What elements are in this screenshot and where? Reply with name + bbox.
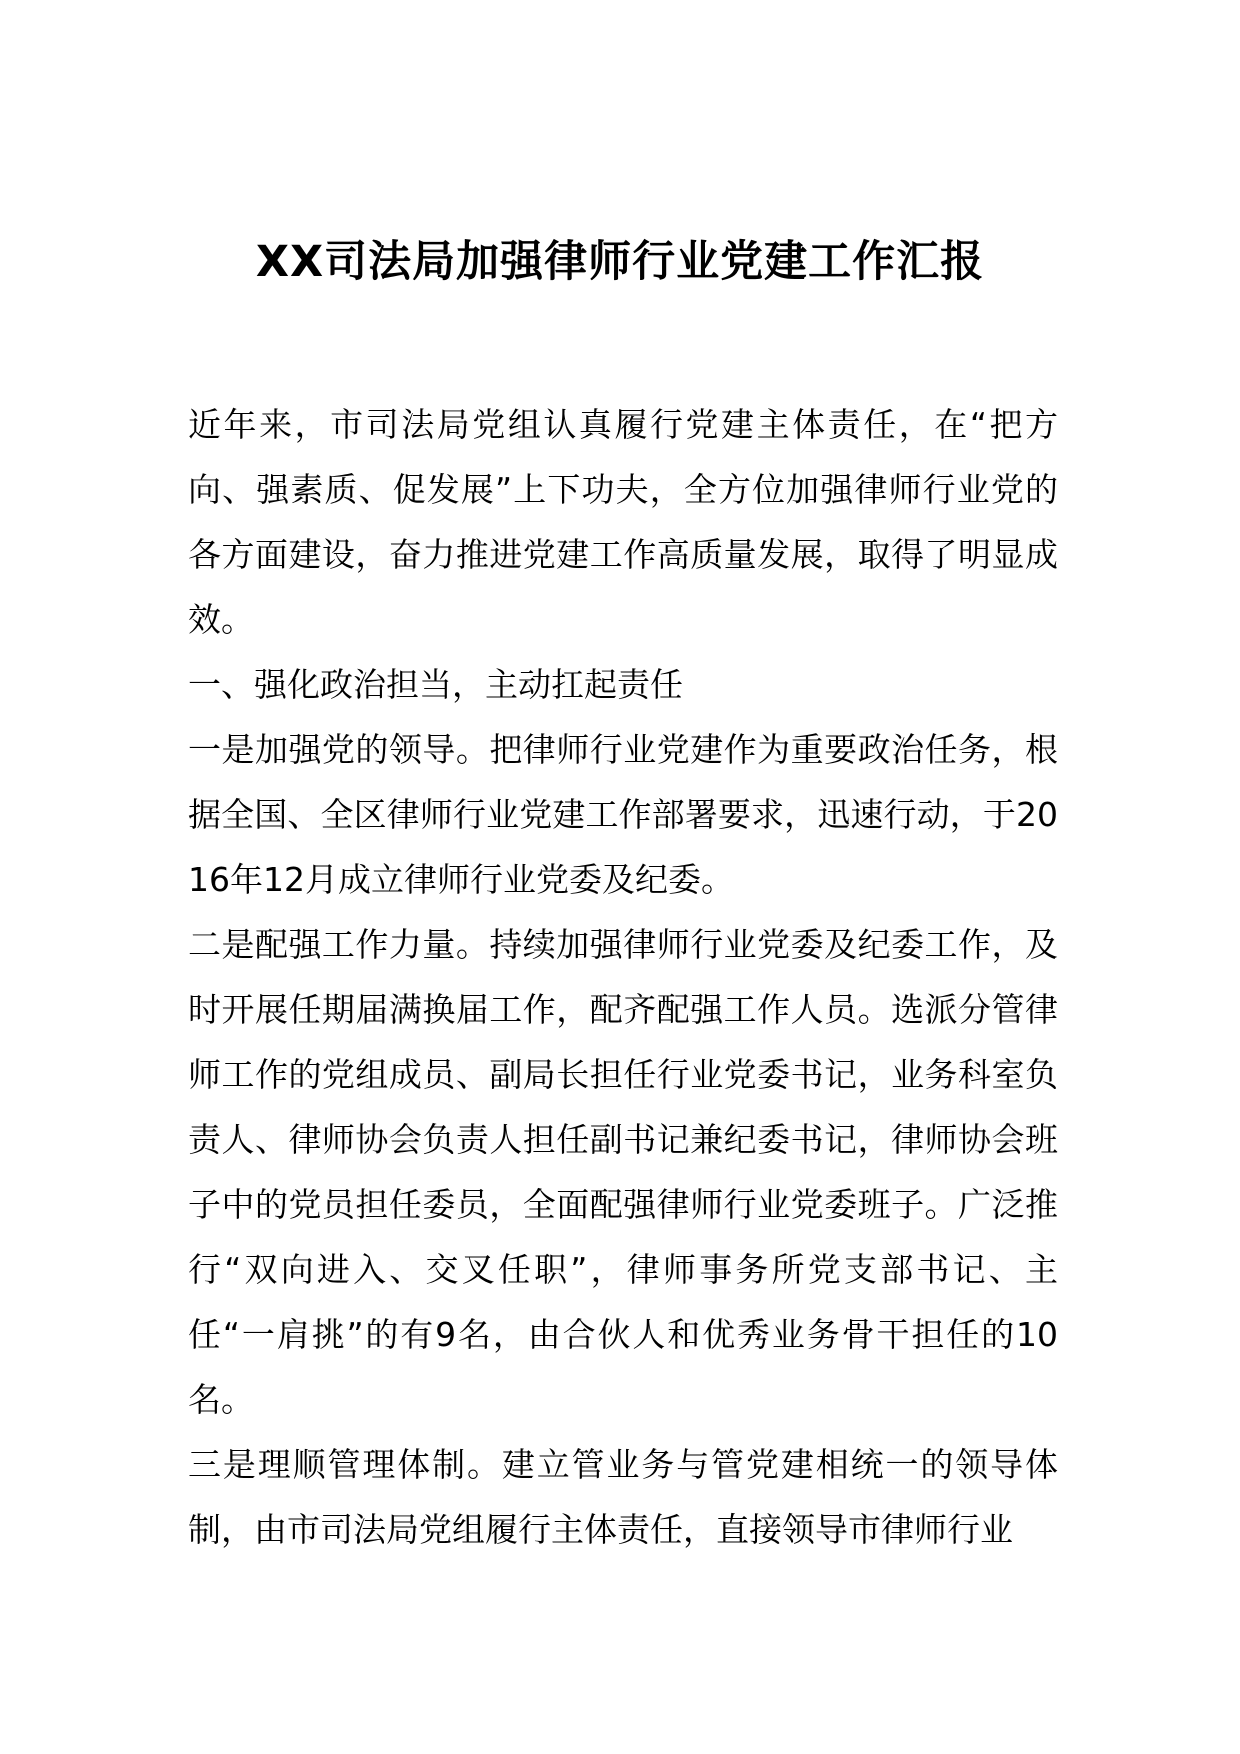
paragraph-work-force: 二是配强工作力量。持续加强律师行业党委及纪委工作，及时开展任期届满换届工作，配齐配强工作人员。选派分管律师工作的党组成员、副局长担任行业党委书记，业务科室负责人、律师协会负责人担任副书记兼纪委书记，律师协会班子中的党员担任委员，全面配强律师行业党委班子。广泛推行“双向进入、交叉任职”，律师事务所党支部书记、主任“一肩挑”的有9名，由合伙人和优秀业务骨干担任的10名。 [188, 925, 1058, 1419]
paragraph-party-leadership: 一是加强党的领导。把律师行业党建作为重要政治任务，根据全国、全区律师行业党建工作部署要求，迅速行动，于2016年12月成立律师行业党委及纪委。 [188, 730, 1058, 899]
paragraph-management-system: 三是理顺管理体制。建立管业务与管党建相统一的领导体制，由市司法局党组履行主体责任，直接领导市律师行业 [188, 1445, 1058, 1549]
paragraph-intro: 近年来，市司法局党组认真履行党建主体责任，在“把方向、强素质、促发展”上下功夫，全方位加强律师行业党的各方面建设，奋力推进党建工作高质量发展，取得了明显成效。 [188, 405, 1058, 639]
document-body [188, 392, 1058, 1562]
section-heading-1: 一、强化政治担当，主动扛起责任 [188, 665, 683, 704]
document-title: XX司法局加强律师行业党建工作汇报 [255, 236, 985, 287]
